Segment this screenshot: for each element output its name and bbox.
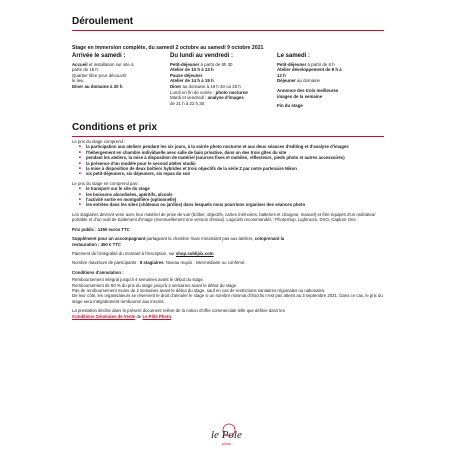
text: Déjeuner: [277, 78, 296, 84]
text: Paiement de l'intégralité du montant à l'inscription, sur: [72, 250, 176, 256]
conditions-heading: Conditions et prix: [72, 122, 157, 133]
cancel-4: De leur côté, les organisateurs se réservent le droit d'annuler le stage si un nombre minimal d'inscrits n'est pas atteint au 3 septembre 2021. Dans ce cas, le prix du stage sera intégralement remboursé aux inscrits.: [72, 293, 383, 304]
text: 12 h: [277, 72, 286, 78]
text: analyse d'images: [207, 95, 244, 101]
saturday-heading: Le samedi :: [277, 53, 311, 59]
text: Quartier libre pour découvrir: [72, 72, 127, 78]
text: restauration : 450 € TTC: [72, 241, 121, 247]
cancel-1: Remboursement intégral jusqu'à 4 semaines avant le début du stage.: [72, 277, 204, 283]
cgv-link[interactable]: Conditions Générales de Vente: [72, 313, 136, 319]
text: Petit-déjeuner: [277, 61, 307, 67]
text: au domaine: [295, 78, 320, 84]
supplement: [72, 236, 388, 247]
text: images de la semaine: [277, 93, 323, 99]
text: de: [135, 313, 143, 319]
weekdays-heading: Du lundi au vendredi :: [170, 53, 234, 59]
list-item: ■ les entrées dans les sites (châteaux ou jardins) dans lesquels nous pourrions organiser des séances photo: [86, 202, 388, 207]
text: et installation sur site à: [87, 61, 134, 67]
heading-underline: [72, 30, 384, 31]
included-list: [72, 144, 388, 176]
text: Atelier développement de 9 h à: [277, 67, 342, 73]
list-item: ■ l'activité sortie en montgolfière (optionnelle): [86, 197, 388, 202]
arrival-heading: Arrivée le samedi :: [72, 53, 126, 59]
pole-photo-link[interactable]: Le Pôle Photo: [142, 313, 172, 319]
column-arrival: [72, 54, 164, 90]
text: le lieu: [72, 78, 84, 84]
excluded-list: [72, 186, 388, 208]
text: comprenant la: [254, 236, 285, 242]
text: . Niveau requis : intermédiaire ou confirmé.: [163, 260, 246, 266]
list-item: ■ pendant les ateliers, la mise à disposition de matériel (sources fixes et mobiles, réflecteurs, pieds photo et autres accessoires): [86, 155, 388, 160]
text: Petit-déjeuner: [170, 61, 200, 67]
list-item: ■ six petit-déjeuners, six déjeuners, six repas du soir: [86, 171, 388, 176]
cancel-3: Pas de remboursement moins de 2 semaines avant le début du stage, sauf en cas de restrictions sanitaires régionales ou nationales.: [72, 287, 326, 293]
text: Atelier de 10 h à 13 h: [170, 67, 214, 73]
text: Diner: [170, 83, 182, 89]
excluded-intro: Le prix du stage ne comprend pas :: [72, 180, 140, 186]
text: Supplément pour un accompagnant: [72, 236, 146, 242]
text: .: [171, 313, 173, 319]
shop-link[interactable]: shop.sublipix.com: [175, 250, 214, 256]
text: Mardi et vendredi :: [170, 95, 208, 101]
text: Atelier de 14 h à 19 h: [170, 78, 214, 84]
text: Annonce des trois meilleures: [277, 87, 339, 93]
text: Nombre maximum de participants :: [72, 260, 140, 266]
text: 8 stagiaires: [139, 260, 164, 266]
list-item: ■ la présence d'un modèle pour le second atelier studio: [86, 161, 388, 166]
logo-text: le Pole: [211, 429, 242, 441]
text: à partir de 8 h: [306, 61, 335, 67]
text: Pause déjeuner: [170, 72, 203, 78]
list-item: ■ la mise à disposition de deux boîtiers hybrides et trois objectifs de la série Z par notre partenaire Nikon: [86, 166, 388, 171]
text: Accueil: [72, 61, 88, 67]
text: partageant la chambre mais n'assistant pas aux ateliers,: [145, 236, 255, 242]
cancel-2b: Remboursement de 50 % du prix du stage jusqu'à 2 semaines avant le début du stage: [72, 282, 237, 288]
footer-note: [72, 308, 388, 319]
heading-underline: [72, 136, 384, 137]
text: à partir de 8h 30: [199, 61, 233, 67]
text: Diner au domaine à 20 h: [72, 83, 123, 89]
column-weekdays: [170, 54, 270, 106]
text: photo nocturne: [215, 89, 248, 95]
column-saturday: [277, 54, 379, 109]
deroulement-heading: Déroulement: [72, 16, 134, 27]
logo-sub: photo: [222, 442, 231, 446]
stage-title: Stage en immersion complète, du samedi 2 octobre au samedi 9 octobre 2021: [72, 45, 264, 51]
list-item: ■ les boissons alcoolisées, apéritifs, alcools: [86, 192, 388, 197]
payment-note: [72, 251, 388, 256]
text: La prestation décrite dans le présent document relève de la notion d'offre commerciale telle que définie dans les: [72, 308, 285, 314]
included-intro: Le prix du stage comprend :: [72, 139, 126, 144]
text: de 21 h à 22 h 30: [170, 100, 205, 106]
list-item: ■ le transport sur le site du stage: [86, 186, 388, 191]
list-item: ■ l'hébergement en chambre individuelle avec salle de bain privative, dans un des trois gîtes du site: [86, 150, 388, 155]
le-pole-photo-logo: [207, 418, 245, 448]
list-item: ■ la participation aux ateliers pendant les six jours, à la soirée photo nocturne et aux deux séances d'editing et d'analyse d'images: [86, 144, 388, 149]
cancel-heading: Conditions d'annulation :: [72, 269, 124, 275]
max-participants: [72, 260, 388, 265]
equipment-note: Les stagiaires devront venir avec leur matériel de prise de vue (boîtier, objectifs, cartes mémoires, batteries et chargeur, manuel) et être équipés d'un ordinateur portable et d'un outil de traitement d'image (éventuellement une version d'essai). Logiciels recommandés : Photoshop, Lightroom, DXO, Capture One.: [72, 211, 376, 223]
text: Lundi en fin de soirée :: [170, 89, 216, 95]
text: au domaine à 19 h 30 ou 20 h: [181, 83, 241, 89]
text: partir de 15 h: [72, 67, 98, 73]
conditions-body: [72, 139, 388, 319]
text: Fin du stage: [277, 103, 303, 109]
public-price: Prix public : 1350 euros TTC: [72, 226, 130, 232]
